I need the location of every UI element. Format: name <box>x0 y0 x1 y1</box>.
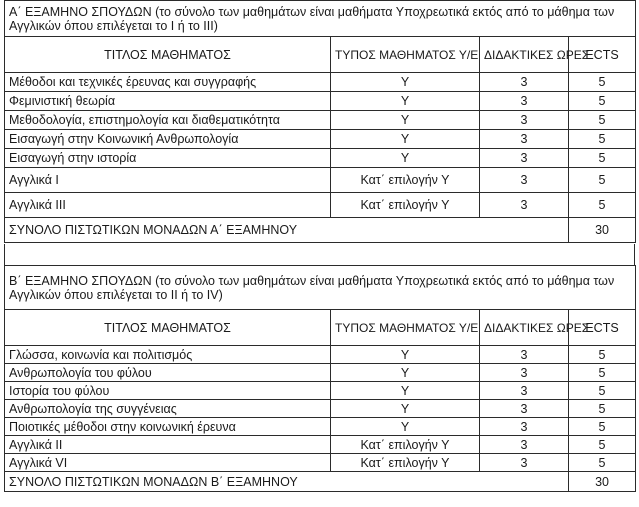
total-value: 30 <box>569 218 636 243</box>
course-type: Κατ΄ επιλογήν Υ <box>331 454 480 472</box>
course-ects: 5 <box>569 130 636 149</box>
course-type: Κατ΄ επιλογήν Υ <box>331 193 480 218</box>
course-hours: 3 <box>480 364 569 382</box>
header-course-type: ΤΥΠΟΣ ΜΑΘΗΜΑΤΟΣ Υ/Ε <box>331 310 480 346</box>
course-name: Εισαγωγή στην Κοινωνική Ανθρωπολογία <box>5 130 331 149</box>
course-ects: 5 <box>569 382 636 400</box>
header-course-title: ΤΙΤΛΟΣ ΜΑΘΗΜΑΤΟΣ <box>5 310 331 346</box>
course-name: Ιστορία του φύλου <box>5 382 331 400</box>
course-type: Υ <box>331 149 480 168</box>
course-ects: 5 <box>569 418 636 436</box>
header-course-title: ΤΙΤΛΟΣ ΜΑΘΗΜΑΤΟΣ <box>5 37 331 73</box>
course-name: Μεθοδολογία, επιστημολογία και διαθεματικότητα <box>5 111 331 130</box>
table-row <box>5 400 636 418</box>
table-row <box>5 193 636 218</box>
course-name: Αγγλικά ΙΙ <box>5 436 331 454</box>
course-ects: 5 <box>569 92 636 111</box>
total-label: ΣΥΝΟΛΟ ΠΙΣΤΩΤΙΚΩΝ ΜΟΝΑΔΩΝ Α΄ ΕΞΑΜΗΝΟΥ <box>5 218 569 243</box>
semester-b-total-row <box>5 472 636 492</box>
course-hours: 3 <box>480 418 569 436</box>
table-row <box>5 73 636 92</box>
total-value: 30 <box>569 472 636 492</box>
table-row <box>5 111 636 130</box>
course-ects: 5 <box>569 436 636 454</box>
header-ects: ECTS <box>569 37 636 73</box>
course-name: Αγγλικά Ι <box>5 168 331 193</box>
course-type: Υ <box>331 111 480 130</box>
table-row <box>5 364 636 382</box>
course-ects: 5 <box>569 168 636 193</box>
course-name: Εισαγωγή στην ιστορία <box>5 149 331 168</box>
course-ects: 5 <box>569 111 636 130</box>
table-row <box>5 382 636 400</box>
table-row <box>5 436 636 454</box>
course-type: Υ <box>331 92 480 111</box>
semester-b-title-row <box>5 266 636 310</box>
course-hours: 3 <box>480 130 569 149</box>
course-ects: 5 <box>569 364 636 382</box>
semester-a-total-row <box>5 218 636 243</box>
table-row <box>5 149 636 168</box>
course-hours: 3 <box>480 454 569 472</box>
semester-a-table <box>4 0 636 243</box>
course-name: Γλώσσα, κοινωνία και πολιτισμός <box>5 346 331 364</box>
course-name: Ανθρωπολογία του φύλου <box>5 364 331 382</box>
course-type: Κατ΄ επιλογήν Υ <box>331 168 480 193</box>
header-course-type: ΤΥΠΟΣ ΜΑΘΗΜΑΤΟΣ Υ/Ε <box>331 37 480 73</box>
table-row <box>5 418 636 436</box>
semester-b-table <box>4 265 636 492</box>
header-ects: ECTS <box>569 310 636 346</box>
table-spacer <box>4 244 635 265</box>
course-hours: 3 <box>480 92 569 111</box>
course-ects: 5 <box>569 346 636 364</box>
course-name: Φεμινιστική θεωρία <box>5 92 331 111</box>
course-hours: 3 <box>480 400 569 418</box>
course-type: Υ <box>331 130 480 149</box>
course-ects: 5 <box>569 193 636 218</box>
course-type: Υ <box>331 73 480 92</box>
table-row <box>5 92 636 111</box>
total-label: ΣΥΝΟΛΟ ΠΙΣΤΩΤΙΚΩΝ ΜΟΝΑΔΩΝ Β΄ ΕΞΑΜΗΝΟΥ <box>5 472 569 492</box>
course-hours: 3 <box>480 73 569 92</box>
course-ects: 5 <box>569 454 636 472</box>
course-name: Αγγλικά VI <box>5 454 331 472</box>
course-type: Υ <box>331 418 480 436</box>
course-hours: 3 <box>480 382 569 400</box>
table-row <box>5 346 636 364</box>
course-name: Ποιοτικές μέθοδοι στην κοινωνική έρευνα <box>5 418 331 436</box>
course-type: Κατ΄ επιλογήν Υ <box>331 436 480 454</box>
course-hours: 3 <box>480 346 569 364</box>
header-teaching-hours: ΔΙΔΑΚΤΙΚΕΣ ΩΡΕΣ <box>480 310 569 346</box>
semester-a-header-row <box>5 37 636 73</box>
course-type: Υ <box>331 382 480 400</box>
course-ects: 5 <box>569 149 636 168</box>
semester-b-title: Β΄ ΕΞΑΜΗΝΟ ΣΠΟΥΔΩΝ (το σύνολο των μαθημάτων είναι μαθήματα Υποχρεωτικά εκτός από το μάθημα των Αγγλικών όπου επιλέγεται το ΙΙ ή το ΙV) <box>5 266 636 310</box>
course-type: Υ <box>331 346 480 364</box>
table-row <box>5 130 636 149</box>
table-row <box>5 168 636 193</box>
course-ects: 5 <box>569 400 636 418</box>
header-teaching-hours: ΔΙΔΑΚΤΙΚΕΣ ΩΡΕΣ <box>480 37 569 73</box>
course-hours: 3 <box>480 193 569 218</box>
course-type: Υ <box>331 400 480 418</box>
course-ects: 5 <box>569 73 636 92</box>
course-type: Υ <box>331 364 480 382</box>
course-hours: 3 <box>480 436 569 454</box>
course-name: Μέθοδοι και τεχνικές έρευνας και συγγραφής <box>5 73 331 92</box>
semester-a-title: Α΄ ΕΞΑΜΗΝΟ ΣΠΟΥΔΩΝ (το σύνολο των μαθημάτων είναι μαθήματα Υποχρεωτικά εκτός από το μάθημα των Αγγλικών όπου επιλέγεται το Ι ή το ΙΙΙ) <box>5 1 636 37</box>
course-hours: 3 <box>480 168 569 193</box>
semester-b-header-row <box>5 310 636 346</box>
semester-a-title-row <box>5 1 636 37</box>
course-name: Ανθρωπολογία της συγγένειας <box>5 400 331 418</box>
course-hours: 3 <box>480 111 569 130</box>
course-hours: 3 <box>480 149 569 168</box>
course-name: Αγγλικά ΙΙΙ <box>5 193 331 218</box>
table-row <box>5 454 636 472</box>
